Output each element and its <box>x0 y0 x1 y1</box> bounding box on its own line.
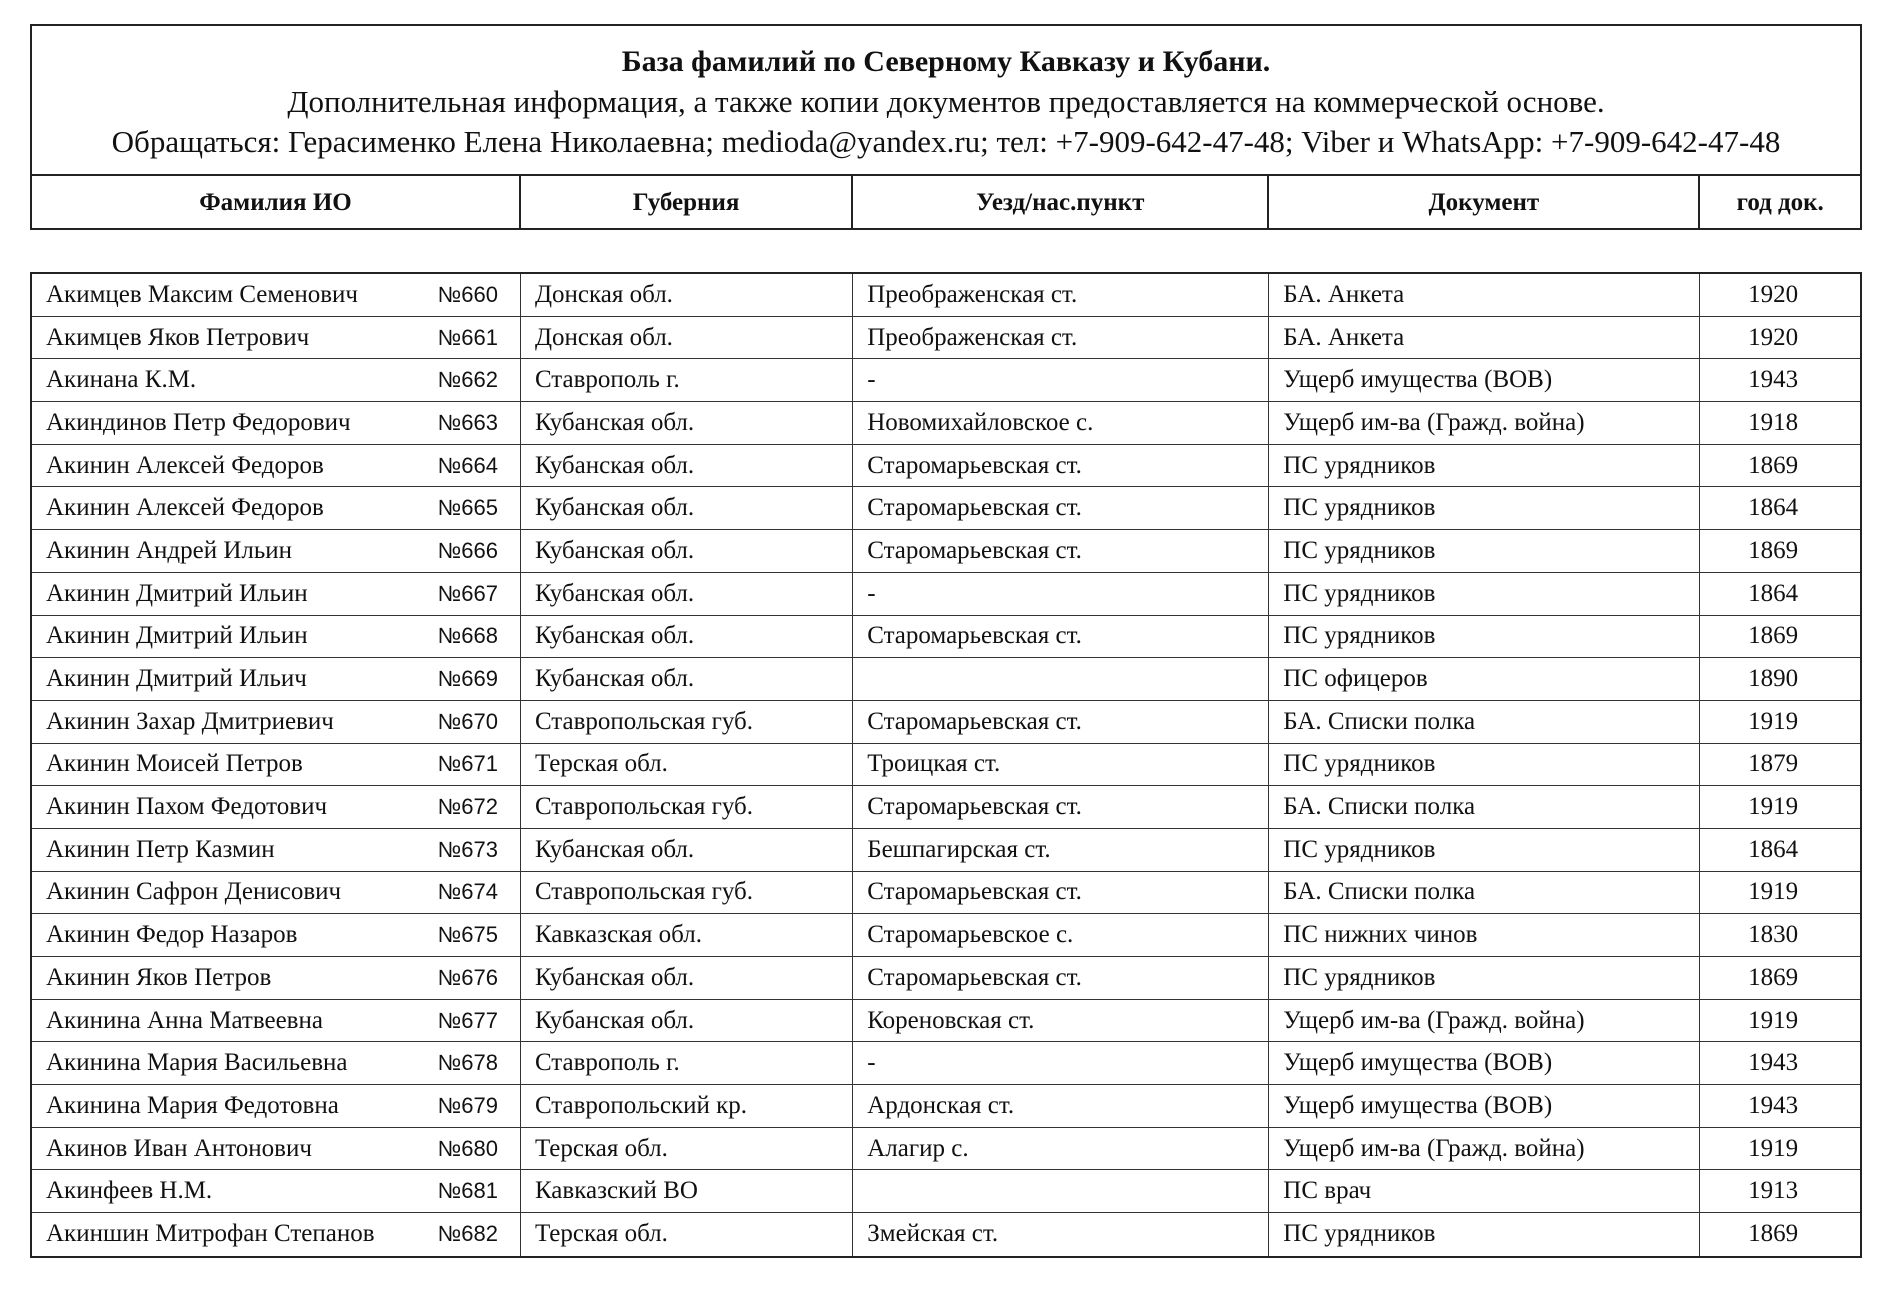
person-name: Акимцев Яков Петрович <box>46 323 310 351</box>
table-row <box>32 530 1860 573</box>
cell-document: ПС офицеров <box>1269 658 1700 700</box>
cell-document: ПС урядников <box>1269 616 1700 658</box>
cell-year: 1920 <box>1748 323 1799 351</box>
table-row <box>32 1000 1860 1043</box>
cell-uezd: Старомарьевская ст. <box>853 786 1269 828</box>
record-number: №676 <box>437 964 498 990</box>
cell-guberniya: Кубанская обл. <box>521 573 853 615</box>
cell-guberniya: Кубанская обл. <box>521 829 853 871</box>
cell-uezd: Алагир с. <box>853 1128 1269 1170</box>
cell-uezd: Старомарьевская ст. <box>853 701 1269 743</box>
cell-name <box>32 914 521 956</box>
table-row <box>32 701 1860 744</box>
cell-uezd: Ардонская ст. <box>853 1085 1269 1127</box>
cell-guberniya: Донская обл. <box>521 317 853 359</box>
record-number: №666 <box>437 537 498 563</box>
person-name: Акинин Алексей Федоров <box>46 451 324 479</box>
cell-uezd: Кореновская ст. <box>853 1000 1269 1042</box>
cell-year: 1919 <box>1748 1006 1799 1034</box>
person-name: Акинин Федор Назаров <box>46 921 298 949</box>
record-number: №669 <box>437 666 498 692</box>
column-header-uezd: Уезд/нас.пункт <box>853 176 1269 230</box>
cell-guberniya: Донская обл. <box>521 274 853 316</box>
table-row <box>32 1213 1860 1256</box>
person-name: Акинина Анна Матвеевна <box>46 1006 323 1034</box>
info-line: Дополнительная информация, а также копии документов предоставляется на коммерческой основе. <box>287 84 1605 119</box>
cell-year: 1864 <box>1748 579 1799 607</box>
cell-year: 1864 <box>1748 835 1799 863</box>
cell-guberniya: Кавказская обл. <box>521 914 853 956</box>
cell-uezd: Преображенская ст. <box>853 274 1269 316</box>
contact-line: Обращаться: Герасименко Елена Николаевна; medioda@yandex.ru; тел: +7-909-642-47-48; Viber и WhatsApp: +7-909-642-47-48 <box>111 124 1781 159</box>
record-number: №665 <box>437 495 498 521</box>
cell-guberniya: Ставрополь г. <box>521 1042 853 1084</box>
cell-document: Ущерб им-ва (Гражд. война) <box>1269 1000 1700 1042</box>
cell-guberniya: Кавказский ВО <box>521 1170 853 1212</box>
cell-guberniya: Кубанская обл. <box>521 957 853 999</box>
record-number: №681 <box>437 1178 498 1204</box>
person-name: Акинин Дмитрий Ильин <box>46 579 308 607</box>
cell-document: ПС врач <box>1269 1170 1700 1212</box>
table-row <box>32 744 1860 787</box>
table-row <box>32 829 1860 872</box>
table-row <box>32 872 1860 915</box>
cell-uezd <box>853 1170 1269 1212</box>
cell-uezd: Новомихайловское с. <box>853 402 1269 444</box>
cell-name <box>32 1213 521 1256</box>
person-name: Акинин Дмитрий Ильин <box>46 622 308 650</box>
cell-year: 1943 <box>1748 1049 1799 1077</box>
cell-guberniya: Кубанская обл. <box>521 658 853 700</box>
cell-uezd: Троицкая ст. <box>853 744 1269 786</box>
cell-guberniya: Кубанская обл. <box>521 445 853 487</box>
cell-document: БА. Анкета <box>1269 317 1700 359</box>
cell-uezd: Бешпагирская ст. <box>853 829 1269 871</box>
cell-document: ПС урядников <box>1269 487 1700 529</box>
cell-name <box>32 573 521 615</box>
table-row <box>32 616 1860 659</box>
record-number: №661 <box>437 324 498 350</box>
cell-uezd: Старомарьевская ст. <box>853 445 1269 487</box>
record-number: №660 <box>437 281 498 307</box>
record-number: №662 <box>437 367 498 393</box>
person-name: Акинин Петр Казмин <box>46 835 275 863</box>
cell-name <box>32 1128 521 1170</box>
cell-year: 1913 <box>1748 1177 1799 1205</box>
record-number: №673 <box>437 836 498 862</box>
cell-guberniya: Кубанская обл. <box>521 616 853 658</box>
cell-year: 1869 <box>1748 622 1799 650</box>
cell-guberniya: Терская обл. <box>521 1128 853 1170</box>
cell-name <box>32 872 521 914</box>
cell-year: 1919 <box>1748 707 1799 735</box>
cell-year: 1919 <box>1748 878 1799 906</box>
cell-uezd: - <box>853 1042 1269 1084</box>
table-row <box>32 359 1860 402</box>
record-number: №670 <box>437 708 498 734</box>
column-header-row <box>32 174 1860 230</box>
person-name: Акинина Мария Федотовна <box>46 1091 339 1119</box>
cell-year: 1943 <box>1748 1091 1799 1119</box>
person-name: Акинин Яков Петров <box>46 963 272 991</box>
cell-guberniya: Кубанская обл. <box>521 487 853 529</box>
cell-uezd: Старомарьевская ст. <box>853 616 1269 658</box>
person-name: Акиншин Митрофан Степанов <box>46 1220 375 1248</box>
cell-name <box>32 445 521 487</box>
record-number: №674 <box>437 879 498 905</box>
cell-name <box>32 1085 521 1127</box>
cell-uezd: Змейская ст. <box>853 1213 1269 1256</box>
cell-document: ПС нижних чинов <box>1269 914 1700 956</box>
cell-guberniya: Терская обл. <box>521 744 853 786</box>
cell-name <box>32 1000 521 1042</box>
cell-name <box>32 1170 521 1212</box>
cell-document: ПС урядников <box>1269 573 1700 615</box>
cell-year: 1864 <box>1748 494 1799 522</box>
header-text-block <box>32 26 1860 174</box>
document-title: База фамилий по Северному Кавказу и Кубани. <box>621 45 1271 78</box>
cell-document: Ущерб им-ва (Гражд. война) <box>1269 402 1700 444</box>
cell-guberniya: Ставрополь г. <box>521 359 853 401</box>
record-number: №671 <box>437 751 498 777</box>
cell-name <box>32 402 521 444</box>
record-number: №682 <box>437 1221 498 1247</box>
table-row <box>32 402 1860 445</box>
person-name: Акинина Мария Васильевна <box>46 1049 348 1077</box>
cell-year: 1919 <box>1748 793 1799 821</box>
cell-document: БА. Списки полка <box>1269 872 1700 914</box>
cell-document: БА. Анкета <box>1269 274 1700 316</box>
cell-uezd: Старомарьевская ст. <box>853 872 1269 914</box>
person-name: Акиндинов Петр Федорович <box>46 408 351 436</box>
cell-year: 1830 <box>1748 921 1799 949</box>
cell-year: 1869 <box>1748 1220 1799 1248</box>
cell-year: 1879 <box>1748 750 1799 778</box>
person-name: Акинин Дмитрий Ильич <box>46 665 307 693</box>
cell-name <box>32 701 521 743</box>
cell-document: ПС урядников <box>1269 445 1700 487</box>
record-number: №668 <box>437 623 498 649</box>
record-number: №672 <box>437 794 498 820</box>
cell-name <box>32 658 521 700</box>
cell-uezd: - <box>853 573 1269 615</box>
record-number: №678 <box>437 1050 498 1076</box>
cell-year: 1943 <box>1748 366 1799 394</box>
cell-uezd: Старомарьевская ст. <box>853 530 1269 572</box>
cell-uezd: Старомарьевская ст. <box>853 487 1269 529</box>
cell-guberniya: Кубанская обл. <box>521 530 853 572</box>
column-header-document: Документ <box>1269 176 1700 230</box>
cell-uezd: - <box>853 359 1269 401</box>
table-row <box>32 317 1860 360</box>
cell-document: ПС урядников <box>1269 530 1700 572</box>
person-name: Акинин Андрей Ильин <box>46 536 293 564</box>
cell-document: ПС урядников <box>1269 829 1700 871</box>
cell-year: 1919 <box>1748 1134 1799 1162</box>
column-header-year: год док. <box>1736 189 1824 216</box>
table-row <box>32 957 1860 1000</box>
cell-guberniya: Ставропольская губ. <box>521 786 853 828</box>
cell-name <box>32 616 521 658</box>
cell-year: 1869 <box>1748 963 1799 991</box>
cell-name <box>32 957 521 999</box>
table-row <box>32 786 1860 829</box>
cell-guberniya: Терская обл. <box>521 1213 853 1256</box>
cell-guberniya: Ставропольская губ. <box>521 701 853 743</box>
table-row <box>32 1042 1860 1085</box>
cell-guberniya: Кубанская обл. <box>521 402 853 444</box>
record-number: №679 <box>437 1092 498 1118</box>
cell-name <box>32 786 521 828</box>
cell-uezd: Старомарьевская ст. <box>853 957 1269 999</box>
person-name: Акинин Сафрон Денисович <box>46 878 342 906</box>
record-number: №667 <box>437 580 498 606</box>
cell-document: БА. Списки полка <box>1269 786 1700 828</box>
cell-document: Ущерб имущества (ВОВ) <box>1269 1042 1700 1084</box>
cell-name <box>32 1042 521 1084</box>
cell-uezd: Преображенская ст. <box>853 317 1269 359</box>
record-number: №677 <box>437 1007 498 1033</box>
cell-name <box>32 487 521 529</box>
person-name: Акимцев Максим Семенович <box>46 280 358 308</box>
cell-name <box>32 359 521 401</box>
cell-document: БА. Списки полка <box>1269 701 1700 743</box>
cell-uezd <box>853 658 1269 700</box>
cell-guberniya: Ставропольский кр. <box>521 1085 853 1127</box>
table-row <box>32 274 1860 317</box>
cell-document: Ущерб имущества (ВОВ) <box>1269 359 1700 401</box>
table-row <box>32 1085 1860 1128</box>
cell-name <box>32 274 521 316</box>
record-number: №664 <box>437 452 498 478</box>
cell-uezd: Старомарьевское с. <box>853 914 1269 956</box>
cell-name <box>32 744 521 786</box>
cell-guberniya: Кубанская обл. <box>521 1000 853 1042</box>
table-row <box>32 1128 1860 1171</box>
record-number: №680 <box>437 1135 498 1161</box>
cell-name <box>32 317 521 359</box>
person-name: Акинана К.М. <box>46 366 197 394</box>
cell-year: 1890 <box>1748 665 1799 693</box>
cell-document: Ущерб им-ва (Гражд. война) <box>1269 1128 1700 1170</box>
table-row <box>32 573 1860 616</box>
person-name: Акинин Пахом Федотович <box>46 793 328 821</box>
table-row <box>32 487 1860 530</box>
table-row <box>32 1170 1860 1213</box>
records-table <box>30 272 1862 1258</box>
person-name: Акинов Иван Антонович <box>46 1134 312 1162</box>
record-number: №675 <box>437 922 498 948</box>
cell-document: Ущерб имущества (ВОВ) <box>1269 1085 1700 1127</box>
cell-year: 1920 <box>1748 280 1799 308</box>
cell-document: ПС урядников <box>1269 1213 1700 1256</box>
cell-name <box>32 530 521 572</box>
person-name: Акинин Алексей Федоров <box>46 494 324 522</box>
document-header <box>30 24 1862 230</box>
table-row <box>32 445 1860 488</box>
column-header-name: Фамилия ИО <box>32 176 521 230</box>
person-name: Акинин Захар Дмитриевич <box>46 707 334 735</box>
cell-document: ПС урядников <box>1269 957 1700 999</box>
column-header-guberniya: Губерния <box>521 176 853 230</box>
table-row <box>32 658 1860 701</box>
cell-year: 1918 <box>1748 408 1799 436</box>
cell-year: 1869 <box>1748 451 1799 479</box>
record-number: №663 <box>437 409 498 435</box>
cell-guberniya: Ставропольская губ. <box>521 872 853 914</box>
table-row <box>32 914 1860 957</box>
person-name: Акинин Моисей Петров <box>46 750 303 778</box>
cell-year: 1869 <box>1748 536 1799 564</box>
cell-document: ПС урядников <box>1269 744 1700 786</box>
cell-name <box>32 829 521 871</box>
person-name: Акинфеев Н.М. <box>46 1177 213 1205</box>
